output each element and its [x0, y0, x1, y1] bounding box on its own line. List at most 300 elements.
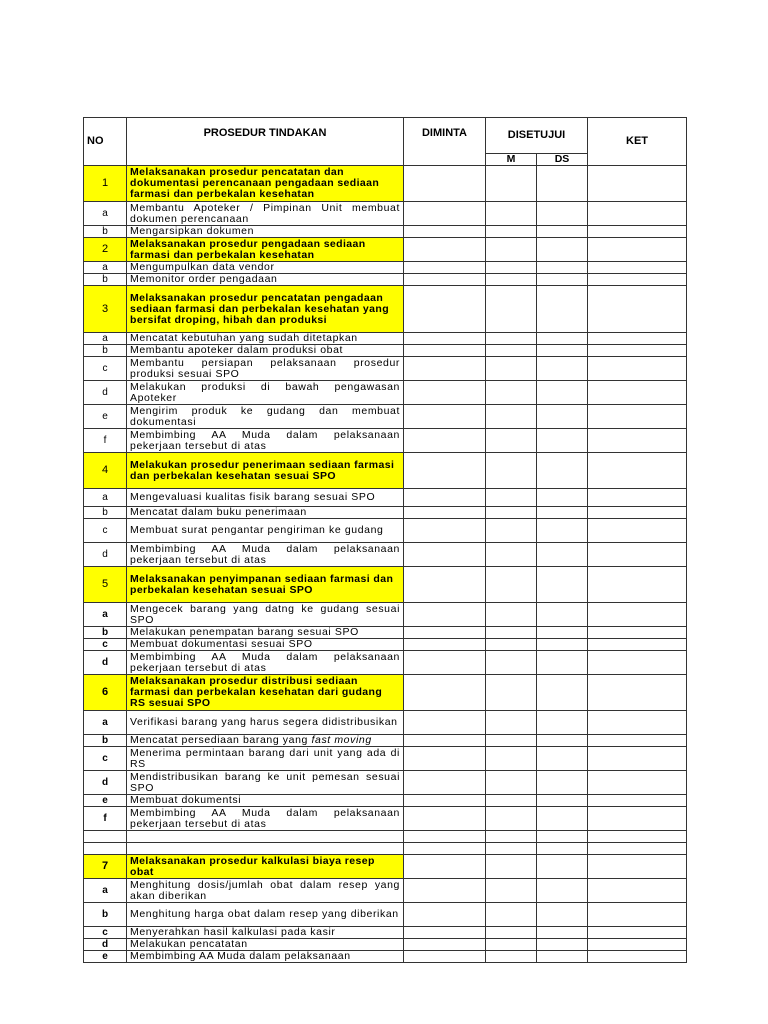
substep-row: [84, 543, 687, 567]
diminta-cell: [404, 747, 486, 771]
substep-row: [84, 357, 687, 381]
row-number: c: [84, 927, 127, 939]
substep-label: Menyerahkan hasil kalkulasi pada kasir: [130, 926, 336, 938]
ds-cell: [537, 627, 588, 639]
row-number: d: [84, 771, 127, 795]
substep-label: Melakukan produksi di bawah pengawasan Apoteker: [130, 380, 400, 404]
diminta-cell: [404, 807, 486, 831]
m-cell: [486, 879, 537, 903]
m-cell: [486, 831, 537, 843]
row-number: b: [84, 507, 127, 519]
diminta-cell: [404, 855, 486, 879]
substep-row: [84, 903, 687, 927]
substep-label: Mendistribusikan barang ke unit pemesan sesuai SPO: [130, 770, 400, 794]
row-number: 1: [84, 166, 127, 202]
ket-cell: [588, 286, 687, 333]
step-title: Melaksanakan penyimpanan sediaan farmasi dan perbekalan kesehatan sesuai SPO: [127, 567, 404, 603]
ds-cell: [537, 831, 588, 843]
row-number: d: [84, 651, 127, 675]
substep-label: Memonitor order pengadaan: [130, 273, 278, 285]
ds-cell: [537, 927, 588, 939]
substep-text: [127, 202, 404, 226]
substep-text: [127, 735, 404, 747]
diminta-cell: [404, 771, 486, 795]
ket-cell: [588, 429, 687, 453]
substep-label: Membimbing AA Muda dalam pelaksanaan pekerjaan tersebut di atas: [130, 428, 400, 452]
m-cell: [486, 543, 537, 567]
substep-text: [127, 747, 404, 771]
diminta-cell: [404, 843, 486, 855]
row-number: b: [84, 627, 127, 639]
m-cell: [486, 795, 537, 807]
row-number: a: [84, 202, 127, 226]
header-disetujui: DISETUJUI: [486, 118, 588, 154]
diminta-cell: [404, 795, 486, 807]
ket-cell: [588, 345, 687, 357]
ds-cell: [537, 855, 588, 879]
row-number: a: [84, 879, 127, 903]
diminta-cell: [404, 711, 486, 735]
ket-cell: [588, 927, 687, 939]
ket-cell: [588, 855, 687, 879]
ket-cell: [588, 903, 687, 927]
m-cell: [486, 286, 537, 333]
substep-text: [127, 226, 404, 238]
diminta-cell: [404, 951, 486, 963]
blank-cell: [127, 831, 404, 843]
diminta-cell: [404, 903, 486, 927]
row-number: 5: [84, 567, 127, 603]
substep-label: Membantu apoteker dalam produksi obat: [130, 344, 344, 356]
ket-cell: [588, 543, 687, 567]
substep-label: Membimbing AA Muda dalam pelaksanaan pekerjaan tersebut di atas: [130, 806, 400, 830]
row-number: 3: [84, 286, 127, 333]
substep-row: [84, 507, 687, 519]
diminta-cell: [404, 879, 486, 903]
ds-cell: [537, 226, 588, 238]
ds-cell: [537, 429, 588, 453]
diminta-cell: [404, 927, 486, 939]
substep-text: [127, 879, 404, 903]
m-cell: [486, 489, 537, 507]
substep-row: [84, 939, 687, 951]
ket-cell: [588, 879, 687, 903]
substep-label: Mencatat kebutuhan yang sudah ditetapkan: [130, 332, 358, 344]
substep-text: [127, 274, 404, 286]
row-number: 7: [84, 855, 127, 879]
ds-cell: [537, 507, 588, 519]
ds-cell: [537, 405, 588, 429]
substep-label: Membimbing AA Muda dalam pelaksanaan pekerjaan tersebut di atas: [130, 542, 400, 566]
diminta-cell: [404, 429, 486, 453]
substep-row: [84, 735, 687, 747]
blank-row: [84, 831, 687, 843]
m-cell: [486, 843, 537, 855]
ds-cell: [537, 519, 588, 543]
diminta-cell: [404, 507, 486, 519]
ds-cell: [537, 543, 588, 567]
diminta-cell: [404, 489, 486, 507]
substep-label: Mengumpulkan data vendor: [130, 261, 275, 273]
substep-text: [127, 262, 404, 274]
substep-text: [127, 771, 404, 795]
row-number: f: [84, 807, 127, 831]
m-cell: [486, 951, 537, 963]
ket-cell: [588, 507, 687, 519]
substep-row: [84, 262, 687, 274]
m-cell: [486, 627, 537, 639]
m-cell: [486, 429, 537, 453]
ket-cell: [588, 675, 687, 711]
substep-row: [84, 627, 687, 639]
diminta-cell: [404, 651, 486, 675]
substep-text: [127, 489, 404, 507]
diminta-cell: [404, 381, 486, 405]
substep-row: [84, 651, 687, 675]
ds-cell: [537, 166, 588, 202]
substep-label: Membantu Apoteker / Pimpinan Unit membuat dokumen perencanaan: [130, 201, 400, 225]
substep-row: [84, 639, 687, 651]
ds-cell: [537, 238, 588, 262]
ds-cell: [537, 795, 588, 807]
substep-row: [84, 951, 687, 963]
m-cell: [486, 903, 537, 927]
blank-cell: [127, 843, 404, 855]
ket-cell: [588, 274, 687, 286]
row-number: c: [84, 357, 127, 381]
step-title: Melaksanakan prosedur kalkulasi biaya resep obat: [127, 855, 404, 879]
m-cell: [486, 639, 537, 651]
ket-cell: [588, 831, 687, 843]
ds-cell: [537, 381, 588, 405]
header-diminta: DIMINTA: [404, 118, 486, 166]
row-number: [84, 843, 127, 855]
ket-cell: [588, 333, 687, 345]
substep-text: [127, 603, 404, 627]
m-cell: [486, 519, 537, 543]
m-cell: [486, 855, 537, 879]
substep-text: [127, 927, 404, 939]
row-number: b: [84, 226, 127, 238]
diminta-cell: [404, 333, 486, 345]
row-number: a: [84, 711, 127, 735]
m-cell: [486, 675, 537, 711]
substep-label: Mengevaluasi kualitas fisik barang sesuai SPO: [130, 491, 376, 503]
substep-row: [84, 795, 687, 807]
m-cell: [486, 939, 537, 951]
row-number: d: [84, 543, 127, 567]
ds-cell: [537, 567, 588, 603]
diminta-cell: [404, 735, 486, 747]
m-cell: [486, 262, 537, 274]
diminta-cell: [404, 345, 486, 357]
m-cell: [486, 333, 537, 345]
diminta-cell: [404, 567, 486, 603]
row-number: b: [84, 735, 127, 747]
diminta-cell: [404, 519, 486, 543]
m-cell: [486, 735, 537, 747]
diminta-cell: [404, 627, 486, 639]
ds-cell: [537, 357, 588, 381]
substep-row: [84, 603, 687, 627]
row-number: a: [84, 603, 127, 627]
substep-row: [84, 807, 687, 831]
step-title: Melaksanakan prosedur pencatatan dan dokumentasi perencanaan pengadaan sediaan farmasi dan perbekalan kesehatan: [127, 166, 404, 202]
substep-label: Melakukan penempatan barang sesuai SPO: [130, 626, 359, 638]
m-cell: [486, 202, 537, 226]
m-cell: [486, 226, 537, 238]
step-row: [84, 286, 687, 333]
step-title: Melaksanakan prosedur pencatatan pengadaan sediaan farmasi dan perbekalan kesehatan yang bersifat droping, hibah dan produksi: [127, 286, 404, 333]
substep-label: Menghitung harga obat dalam resep yang diberikan: [130, 908, 399, 920]
m-cell: [486, 603, 537, 627]
m-cell: [486, 345, 537, 357]
substep-row: [84, 771, 687, 795]
substep-label: Membimbing AA Muda dalam pelaksanaan pekerjaan tersebut di atas: [130, 650, 400, 674]
procedure-table: [83, 117, 687, 963]
row-number: a: [84, 333, 127, 345]
substep-text: [127, 357, 404, 381]
ds-cell: [537, 675, 588, 711]
row-number: e: [84, 795, 127, 807]
ket-cell: [588, 238, 687, 262]
diminta-cell: [404, 274, 486, 286]
row-number: 4: [84, 453, 127, 489]
substep-text: [127, 711, 404, 735]
ket-cell: [588, 939, 687, 951]
ds-cell: [537, 747, 588, 771]
m-cell: [486, 507, 537, 519]
ds-cell: [537, 903, 588, 927]
diminta-cell: [404, 939, 486, 951]
ket-cell: [588, 807, 687, 831]
m-cell: [486, 567, 537, 603]
step-row: [84, 567, 687, 603]
substep-text: [127, 345, 404, 357]
substep-row: [84, 489, 687, 507]
ket-cell: [588, 262, 687, 274]
substep-label: Verifikasi barang yang harus segera didistribusikan: [130, 716, 398, 728]
substep-text: [127, 639, 404, 651]
blank-row: [84, 843, 687, 855]
row-number: f: [84, 429, 127, 453]
ket-cell: [588, 639, 687, 651]
ds-cell: [537, 939, 588, 951]
row-number: b: [84, 345, 127, 357]
m-cell: [486, 807, 537, 831]
substep-label: Mengarsipkan dokumen: [130, 225, 255, 237]
header-ds: DS: [537, 154, 588, 166]
step-row: [84, 238, 687, 262]
ket-cell: [588, 357, 687, 381]
row-number: c: [84, 639, 127, 651]
table-header: [84, 118, 687, 166]
m-cell: [486, 711, 537, 735]
ds-cell: [537, 274, 588, 286]
diminta-cell: [404, 675, 486, 711]
substep-row: [84, 711, 687, 735]
substep-label: Mengecek barang yang datng ke gudang sesuai SPO: [130, 602, 400, 626]
diminta-cell: [404, 226, 486, 238]
ket-cell: [588, 651, 687, 675]
ds-cell: [537, 651, 588, 675]
diminta-cell: [404, 357, 486, 381]
substep-label: Menghitung dosis/jumlah obat dalam resep yang akan diberikan: [130, 878, 400, 902]
substep-text: [127, 795, 404, 807]
ds-cell: [537, 489, 588, 507]
m-cell: [486, 357, 537, 381]
row-number: 6: [84, 675, 127, 711]
ket-cell: [588, 603, 687, 627]
substep-text: [127, 951, 404, 963]
diminta-cell: [404, 603, 486, 627]
substep-text: [127, 333, 404, 345]
ds-cell: [537, 286, 588, 333]
diminta-cell: [404, 238, 486, 262]
ds-cell: [537, 879, 588, 903]
m-cell: [486, 771, 537, 795]
ds-cell: [537, 735, 588, 747]
ket-cell: [588, 489, 687, 507]
substep-text: [127, 381, 404, 405]
row-number: 2: [84, 238, 127, 262]
ds-cell: [537, 639, 588, 651]
diminta-cell: [404, 405, 486, 429]
ket-cell: [588, 735, 687, 747]
ds-cell: [537, 453, 588, 489]
m-cell: [486, 238, 537, 262]
substep-text: [127, 543, 404, 567]
diminta-cell: [404, 202, 486, 226]
substep-row: [84, 274, 687, 286]
m-cell: [486, 747, 537, 771]
m-cell: [486, 651, 537, 675]
ket-cell: [588, 166, 687, 202]
row-number: c: [84, 519, 127, 543]
ket-cell: [588, 627, 687, 639]
ket-cell: [588, 519, 687, 543]
ds-cell: [537, 202, 588, 226]
substep-text: [127, 429, 404, 453]
m-cell: [486, 927, 537, 939]
substep-label: Menerima permintaan barang dari unit yang ada di RS: [130, 746, 400, 770]
substep-text: [127, 627, 404, 639]
substep-row: [84, 519, 687, 543]
substep-row: [84, 226, 687, 238]
ket-cell: [588, 771, 687, 795]
substep-row: [84, 381, 687, 405]
ds-cell: [537, 262, 588, 274]
substep-label: Membuat dokumentasi sesuai SPO: [130, 638, 313, 650]
row-number: b: [84, 274, 127, 286]
m-cell: [486, 166, 537, 202]
substep-row: [84, 747, 687, 771]
ket-cell: [588, 453, 687, 489]
substep-row: [84, 405, 687, 429]
ket-cell: [588, 381, 687, 405]
substep-row: [84, 927, 687, 939]
step-row: [84, 675, 687, 711]
diminta-cell: [404, 639, 486, 651]
step-title: Melakukan prosedur penerimaan sediaan farmasi dan perbekalan kesehatan sesuai SPO: [127, 453, 404, 489]
header-m: M: [486, 154, 537, 166]
diminta-cell: [404, 543, 486, 567]
m-cell: [486, 381, 537, 405]
row-number: a: [84, 262, 127, 274]
header-no: NO: [84, 118, 127, 166]
ds-cell: [537, 807, 588, 831]
ds-cell: [537, 333, 588, 345]
substep-italic: fast moving: [311, 734, 372, 746]
row-number: e: [84, 405, 127, 429]
substep-row: [84, 345, 687, 357]
substep-text: [127, 507, 404, 519]
m-cell: [486, 453, 537, 489]
step-row: [84, 453, 687, 489]
ket-cell: [588, 843, 687, 855]
step-title: Melaksanakan prosedur distribusi sediaan farmasi dan perbekalan kesehatan dari gudang RS sesuai SPO: [127, 675, 404, 711]
diminta-cell: [404, 286, 486, 333]
diminta-cell: [404, 831, 486, 843]
substep-row: [84, 429, 687, 453]
ket-cell: [588, 951, 687, 963]
substep-row: [84, 879, 687, 903]
diminta-cell: [404, 166, 486, 202]
substep-text: [127, 939, 404, 951]
row-number: [84, 831, 127, 843]
ket-cell: [588, 747, 687, 771]
ket-cell: [588, 226, 687, 238]
substep-label: Membantu persiapan pelaksanaan prosedur produksi sesuai SPO: [130, 356, 400, 380]
ds-cell: [537, 345, 588, 357]
row-number: d: [84, 381, 127, 405]
substep-text: [127, 807, 404, 831]
diminta-cell: [404, 262, 486, 274]
substep-text: [127, 903, 404, 927]
row-number: d: [84, 939, 127, 951]
substep-label: Melakukan pencatatan: [130, 938, 248, 950]
substep-text: [127, 519, 404, 543]
substep-text: [127, 651, 404, 675]
ket-cell: [588, 405, 687, 429]
diminta-cell: [404, 453, 486, 489]
ds-cell: [537, 843, 588, 855]
step-title: Melaksanakan prosedur pengadaan sediaan farmasi dan perbekalan kesehatan: [127, 238, 404, 262]
substep-label: Mencatat persediaan barang yang: [130, 734, 312, 746]
substep-row: [84, 202, 687, 226]
ds-cell: [537, 951, 588, 963]
ket-cell: [588, 711, 687, 735]
ds-cell: [537, 771, 588, 795]
substep-label: Membuat surat pengantar pengiriman ke gudang: [130, 524, 384, 536]
substep-label: Mencatat dalam buku penerimaan: [130, 506, 307, 518]
substep-label: Membuat dokumentsi: [130, 794, 242, 806]
substep-row: [84, 333, 687, 345]
substep-label: Mengirim produk ke gudang dan membuat dokumentasi: [130, 404, 400, 428]
header-ket: KET: [588, 118, 687, 166]
step-row: [84, 166, 687, 202]
ds-cell: [537, 711, 588, 735]
m-cell: [486, 274, 537, 286]
ket-cell: [588, 567, 687, 603]
table-body: [84, 166, 687, 963]
row-number: e: [84, 951, 127, 963]
substep-text: [127, 405, 404, 429]
header-prosedur: PROSEDUR TINDAKAN: [127, 118, 404, 166]
row-number: c: [84, 747, 127, 771]
ket-cell: [588, 202, 687, 226]
ket-cell: [588, 795, 687, 807]
